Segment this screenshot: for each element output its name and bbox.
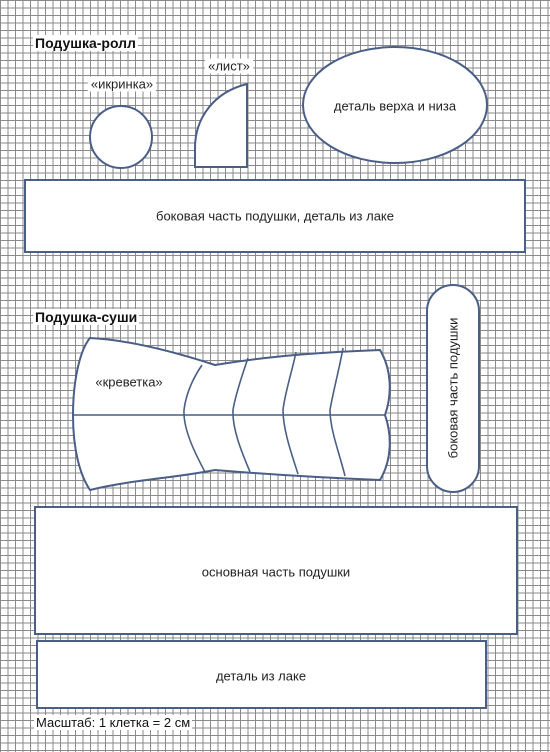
ikrinka-circle bbox=[90, 106, 152, 168]
list-leaf-shape bbox=[195, 84, 247, 167]
list-label: «лист» bbox=[205, 59, 253, 74]
lake-part-label: деталь из лаке bbox=[213, 669, 309, 684]
sushi-section-title: Подушка-суши bbox=[35, 309, 138, 325]
sushi-side-label: боковая часть подушки bbox=[446, 315, 461, 462]
scale-note: Масштаб: 1 клетка = 2 см bbox=[36, 715, 191, 730]
shrimp-label: «креветка» bbox=[92, 375, 165, 390]
ikrinka-label: «икринка» bbox=[88, 77, 156, 92]
top-bottom-label: деталь верха и низа bbox=[331, 99, 459, 114]
roll-section-title: Подушка-ролл bbox=[35, 35, 136, 51]
roll-side-label: боковая часть подушки, деталь из лаке bbox=[153, 209, 397, 224]
main-part-label: основная часть подушки bbox=[199, 565, 353, 580]
